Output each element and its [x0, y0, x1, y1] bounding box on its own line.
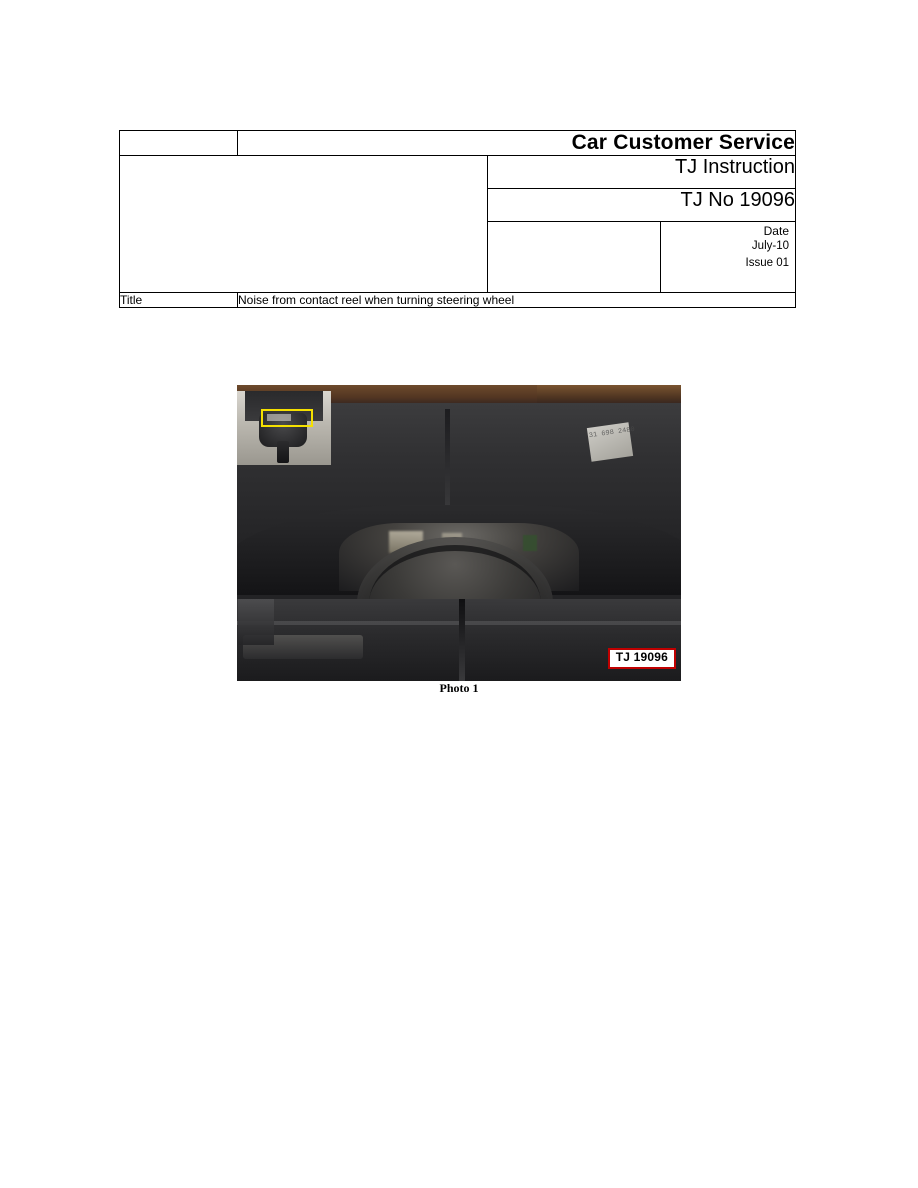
- highlight-box-icon: [261, 409, 313, 427]
- figure-caption: Photo 1: [439, 681, 479, 695]
- date-value: July-10: [751, 239, 789, 252]
- document-header-table: [119, 130, 796, 308]
- document-number: TJ No 19096: [488, 189, 796, 222]
- photo-green-connector: [523, 535, 537, 551]
- document-type: TJ Instruction: [488, 156, 796, 189]
- title-value: Noise from contact reel when turning steering wheel: [238, 293, 796, 308]
- issue-value: Issue 01: [745, 256, 789, 269]
- title-label: Title: [120, 293, 238, 308]
- figure-photo-1: [237, 385, 681, 681]
- header-row-title: [120, 293, 796, 308]
- header-blank-cell: [120, 131, 238, 156]
- photo-image: [237, 385, 681, 681]
- date-cell: [661, 221, 796, 292]
- header-logo-area: [120, 156, 488, 293]
- photo-inset-stem: [277, 441, 289, 463]
- tj-number-badge: TJ 19096: [608, 648, 676, 669]
- photo-inset: [237, 391, 331, 465]
- photo-vent: [238, 599, 274, 645]
- header-date-blank: [488, 221, 661, 292]
- header-row-doctype: [120, 156, 796, 189]
- date-label: Date: [763, 223, 789, 238]
- photo-sticker-text: 31 698 2480: [588, 425, 636, 441]
- header-row-company: [120, 131, 796, 156]
- photo-shroud-seam: [459, 599, 465, 681]
- company-title: Car Customer Service: [238, 131, 796, 156]
